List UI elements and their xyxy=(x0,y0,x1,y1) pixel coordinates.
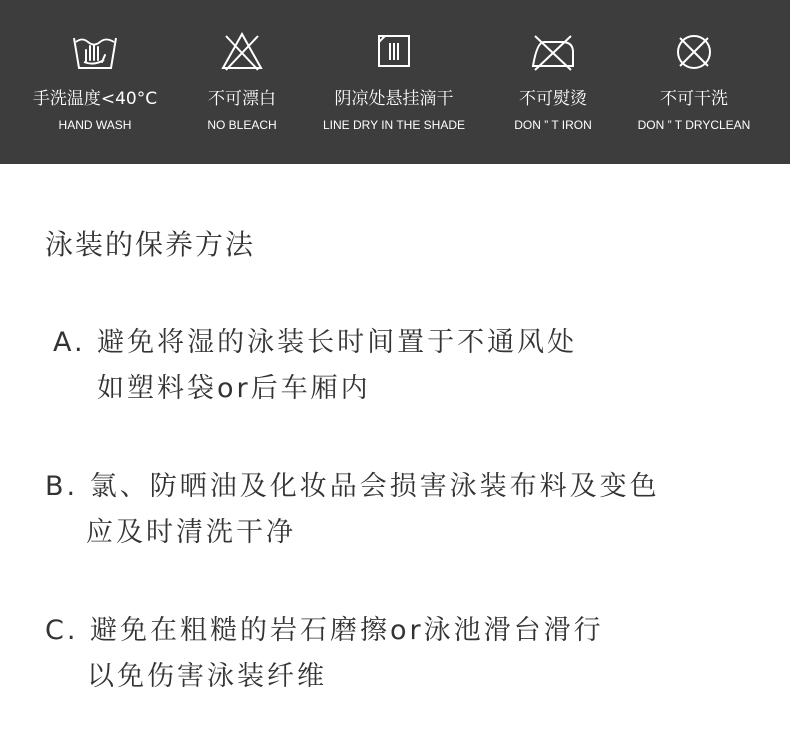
no-dryclean-icon xyxy=(669,28,719,76)
care-label-en: HAND WASH xyxy=(58,118,132,132)
section-title: 泳装的保养方法 xyxy=(45,228,256,261)
no-iron-icon xyxy=(528,28,578,76)
care-tip-a xyxy=(53,320,577,412)
care-label-en: DON ” T DRYCLEAN xyxy=(637,118,751,132)
tip-line-1: B. 氯、防晒油及化妆品会损害泳装布料及变色 xyxy=(45,471,660,502)
care-item-no-dryclean xyxy=(619,28,769,133)
care-symbols-banner xyxy=(0,0,790,164)
care-tip-c xyxy=(45,608,604,700)
care-label-cn: 阴凉处悬挂滴干 xyxy=(334,89,454,109)
tip-line-2: 应及时清洗干净 xyxy=(86,517,296,548)
care-label-en: DON ” T IRON xyxy=(514,118,592,132)
care-item-no-bleach xyxy=(167,28,317,133)
hand-wash-icon xyxy=(70,28,120,76)
care-item-hand-wash xyxy=(20,28,170,133)
no-bleach-icon xyxy=(217,28,267,76)
tip-line-1: C. 避免在粗糙的岩石磨擦or泳池滑台滑行 xyxy=(45,615,604,646)
care-label-en: LINE DRY IN THE SHADE xyxy=(322,118,466,132)
care-label-cn: 不可熨烫 xyxy=(519,89,587,109)
tip-line-2: 以免伤害泳装纤维 xyxy=(87,661,327,692)
tip-line-1: A. 避免将湿的泳装长时间置于不通风处 xyxy=(53,327,578,358)
line-dry-shade-icon xyxy=(369,28,419,76)
care-label-en: NO BLEACH xyxy=(207,118,277,132)
care-item-no-iron xyxy=(478,28,628,133)
tip-line-2: 如塑料袋or后车厢内 xyxy=(97,373,371,404)
care-item-line-dry xyxy=(319,28,469,133)
care-label-cn: 手洗温度<40°C xyxy=(32,89,158,109)
care-label-cn: 不可漂白 xyxy=(208,89,276,109)
care-tip-b xyxy=(45,464,660,556)
care-label-cn: 不可干洗 xyxy=(660,89,728,109)
